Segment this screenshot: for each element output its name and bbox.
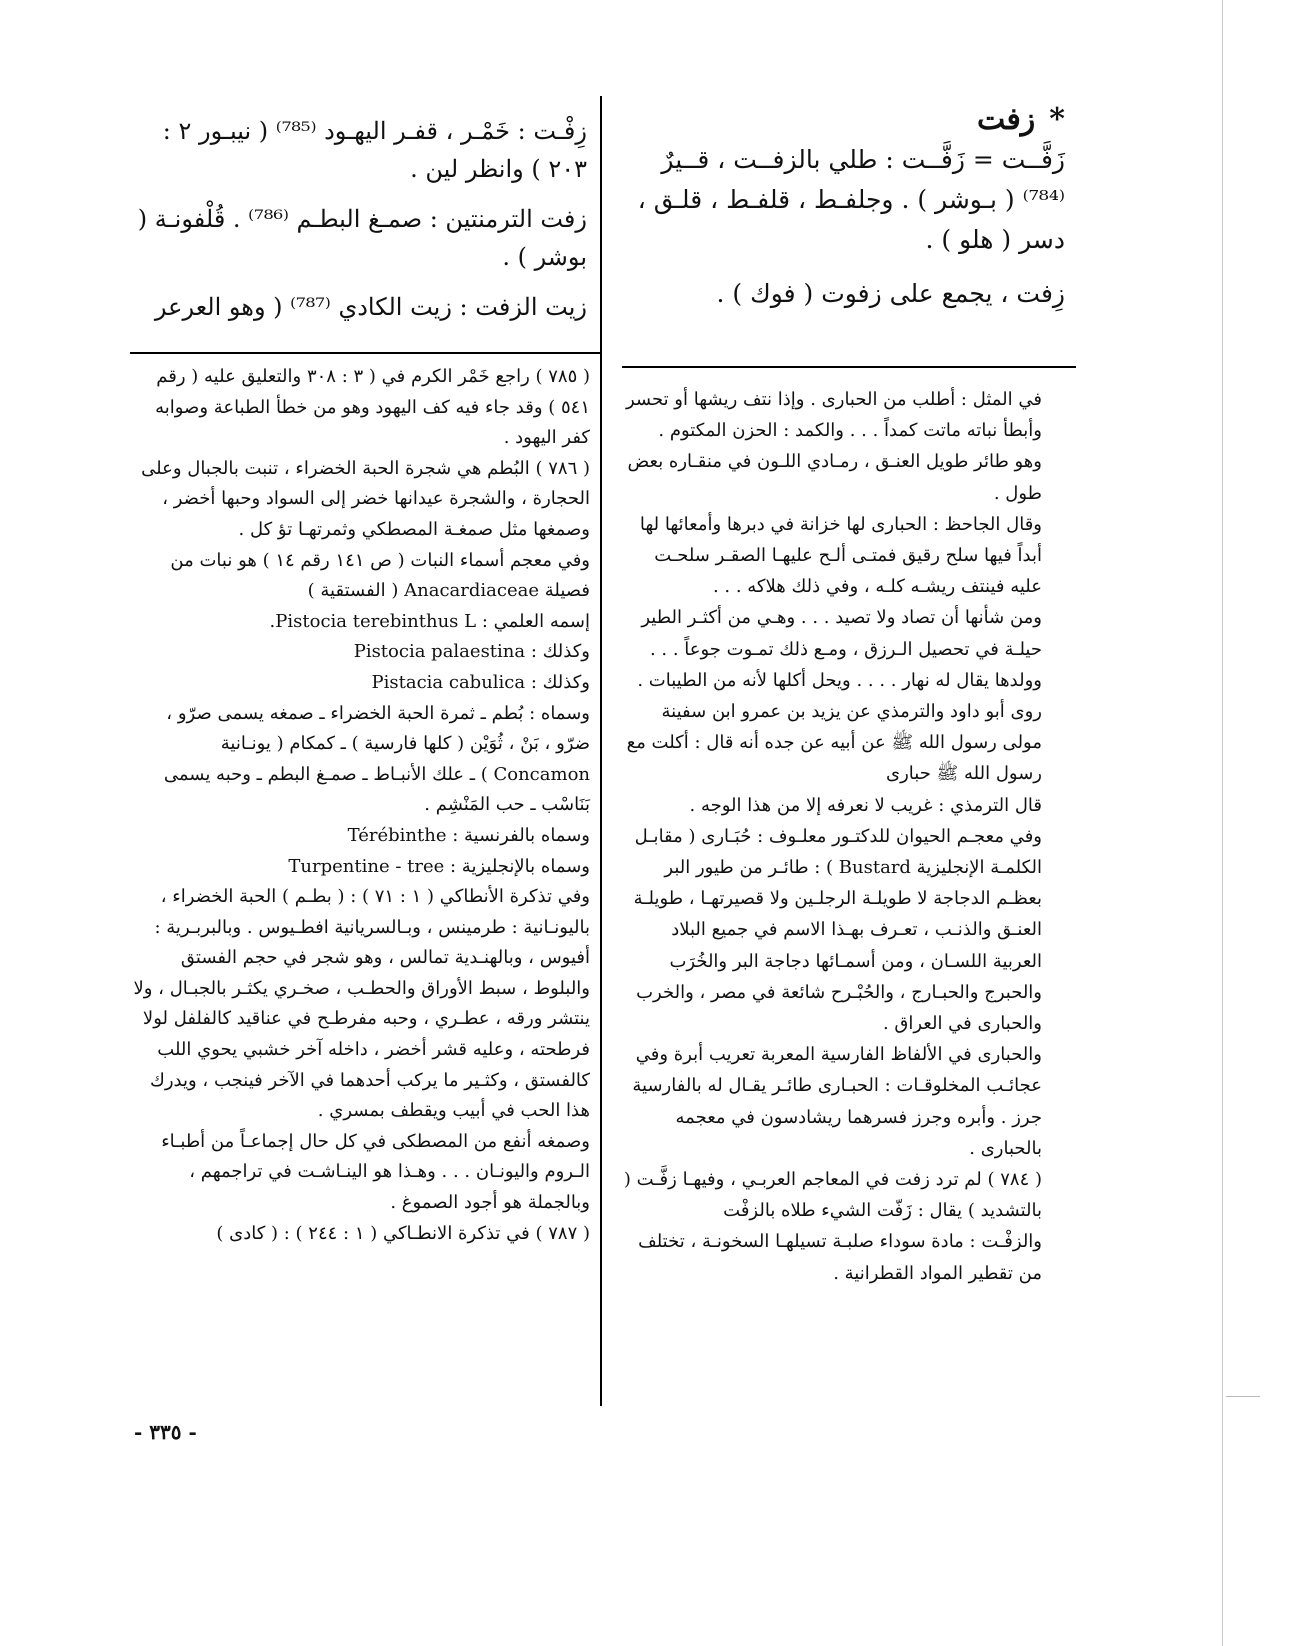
footnotes-left — [132, 362, 590, 1249]
footnote-line: قال الترمذي : غريب لا نعرفه إلا من هذا الوجه . — [689, 794, 1042, 816]
footnote-line: وهو طائر طويل العنـق ، رمـادي اللـون في منقـاره بعض طول . — [627, 451, 1042, 504]
entry-paragraph: زِفت ، يجمع على زفوت ( فوك ) . — [716, 279, 1065, 308]
scan-edge-tick — [1226, 1396, 1260, 1397]
footnote-divider-left — [130, 352, 602, 354]
footnote-line: ( ٧٨٧ ) في تذكرة الانطـاكي ( ١ : ٢٤٤ ) : ( كادى ) — [216, 1222, 590, 1244]
footnote-line: وكذلك : Pistacia cabulica — [371, 671, 590, 693]
footnotes-right — [622, 384, 1042, 1289]
footnote-line: في المثل : أطلب من الحبارى . وإذا نتف ريشها أو تحسر وأبطأ نباته ماتت كمداً . . . والكمد : الحزن المكتوم . — [625, 389, 1042, 442]
footnote-line: وفي تذكرة الأنطاكي ( ١ : ٧١ ) : ( بطـم ) الحبة الخضراء ، باليونـانية : طرمينس ، وبـالسريانية افطـيوس . وبالبربـرية : أفيوس ، وبالهنـدية تمالس ، وهو شجر في حجم الفستق والبلوط ، سبط الأوراق والحطـب ، صخـري يكثـر بالجبـال ، ولا ينتشر ورقه ، عطـري ، وحبه مفرطـح في عناقيد كالفلفل لولا فرطحته ، وعليه قشر أخضر ، داخله آخر خشبي يحوي اللب كالفستق ، وكثـير ما يركب أحدهما في الآخر فينجب ، ويدرك هذا الحب في أبيب ويقطف بمسري . — [133, 886, 590, 1122]
footnote-line: وكذلك : Pistocia palaestina — [353, 641, 590, 663]
footnote-line: وسماه بالفرنسية : Térébinthe — [347, 824, 590, 846]
entry-paragraph: زيت الزفت : زيت الكادي ⁽⁷⁸⁷⁾ ( وهو العرعر — [154, 293, 587, 321]
scan-edge-line — [1222, 0, 1223, 1646]
footnote-line: والحبارى في الألفاظ الفارسية المعربة تعريب أبرة وفي عجائـب المخلوقـات : الحبـارى طائـر يقـال له بالفارسية جرز . وأبره وجرز فسرهما ريشادسون في معجمه بالحبارى . — [632, 1044, 1042, 1159]
entry-headword: زفت — [977, 102, 1036, 137]
footnote-divider-right — [622, 366, 1076, 368]
footnote-line: وصمغه أنفع من المصطكى في كل حال إجماعـاً من أطبـاء الـروم واليونـان . . . وهـذا هو الينـاشـت في تراجمهم ، وبالجملة هو أجود الصموغ . — [161, 1130, 590, 1214]
footnote-line: وقال الجاحظ : الحبارى لها خزانة في دبرها وأمعائها لها أبداً فيها سلح رقيق فمتـى ألـح عليهـا الصقـر سلحـت عليه فينتف ريشـه كلـه ، وفي ذلك هلاكه . . . — [639, 513, 1042, 598]
footnote-line: إسمه العلمي : Pistocia terebinthus L. — [269, 610, 590, 632]
footnote-line: ( ٧٨٦ ) البُطم هي شجرة الحبة الخضراء ، تنبت بالجبال وعلى الحجارة ، والشجرة عيدانها خضر إلى السواد وحبها أخضر ، وصمغها مثل صمغـة المصطكي وثمرتهـا تؤ كل . — [141, 457, 590, 540]
column-divider — [600, 96, 602, 1406]
entry-paragraph: زفت الترمنتين : صمـغ البطـم ⁽⁷⁸⁶⁾ . قُلْفونـة ( بوشر ) . — [137, 205, 587, 271]
page-number: - ٣٣٥ - — [134, 1420, 197, 1444]
footnote-line: وسماه بالإنجليزية : Turpentine - tree — [288, 855, 590, 877]
footnote-line: ومن شأنها أن تصاد ولا تصيد . . . وهـي من أكثـر الطير حيلـة في تحصيل الـرزق ، ومـع ذلك تمـوت جوعاً . . . وولدها يقال له نهار . . . . ويحل أكلها لأنه من الطيبات . روى أبو داود والترمذي عن يزيد بن عمرو ابن سفينة مولى رسول الله ﷺ عن أبيه عن جده أنه قال : أكلت مع رسول الله ﷺ حبارى — [626, 607, 1042, 785]
footnote-line: ( ٧٨٤ ) لم ترد زفت في المعاجم العربـي ، وفيهـا زفَّـت ( بالتشديد ) يقال : زَفّت الشيء طلاه بالزفْت — [623, 1169, 1042, 1222]
entry-paragraph: زِفْـت : خَمْـر ، قفـر اليهـود ⁽⁷⁸⁵⁾ ( نيبـور ٢ : ٢٠٣ ) وانظر لين . — [162, 117, 587, 183]
entry-column — [625, 100, 1065, 314]
entry-heading — [625, 100, 1065, 140]
footnote-line: وفي معجـم الحيوان للدكتـور معلـوف : حُبَـارى ( مقابـل الكلمـة الإنجليزية Bustard ) : طائـر من طيور البر بعظـم الدجاجة لا طويلـة الرجلـين ولا قصيرتهـا ، طويلـة العنـق والذنـب ، تعـرف بهـذا الاسم في جميع البلاد العربية اللسـان ، ومن أسمـائها دجاجة البر والخُرَب والحبرج والحبـارج ، والحُبْـرح شائعة في مصر ، والخرب والحبارى في العراق . — [633, 825, 1042, 1035]
footnote-line: وفي معجم أسماء النبات ( ص ١٤١ رقم ١٤ ) هو نبات من فصيلة Anacardiaceae ( الفستقية ) — [170, 549, 590, 602]
entry-star-marker: * — [1049, 102, 1065, 137]
footnote-line: والزفْـت : مادة سوداء صلبـة تسيلهـا السخونـة ، تختلف من تقطير المواد القطرانية . — [638, 1231, 1042, 1284]
footnote-line: وسماه : بُطم ـ ثمرة الحبة الخضراء ـ صمغه يسمى صرّو ، ضرّو ، بَنْ ، ثُوَيْن ( كلها فارسية ) ـ كمكام ( يونـانية Concamon ) ـ علك الأنبـاط ـ صمـغ البطم ـ وحبه يسمى بَنَاسْب ـ حب المَنْشِم . — [163, 702, 590, 816]
footnote-line: ( ٧٨٥ ) راجع خَمْر الكرم في ( ٣ : ٣٠٨ والتعليق عليه ( رقم ٥٤١ ) وقد جاء فيه كف اليهود وهو من خطأ الطباعة وصوابه كفر اليهود . — [155, 366, 590, 449]
entry-continuation-column — [132, 112, 587, 338]
entry-paragraph: زَفَّــت = زَفَّــت : طلي بالزفــت ، قــيرٌ ⁽⁷⁸⁴⁾ ( بـوشر ) . وجلفـط ، قلفـط ، قلـق ، دسر ( هلو ) . — [637, 145, 1065, 254]
